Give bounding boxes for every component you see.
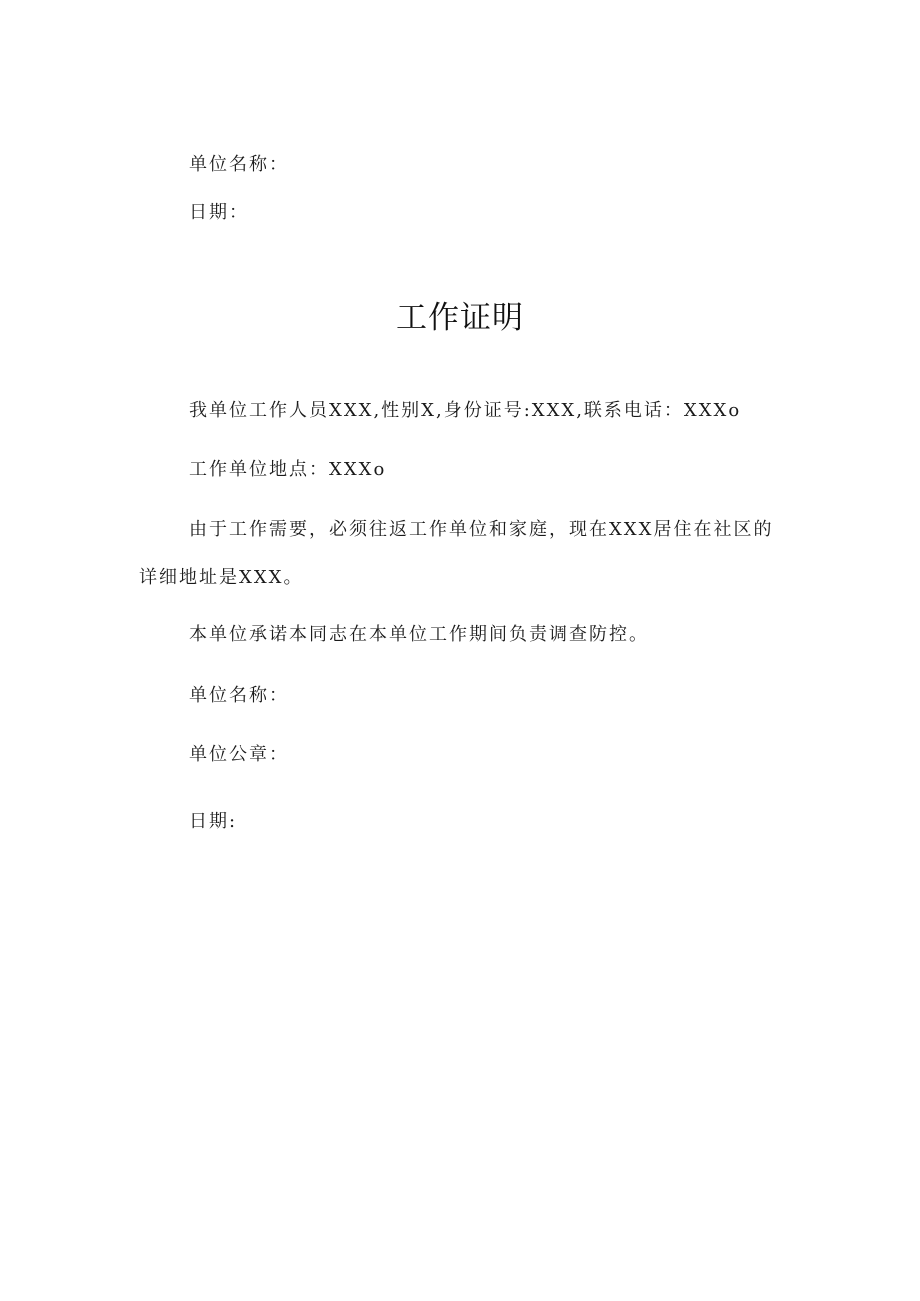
paragraph-work-location: 工作单位地点：XXXo	[189, 459, 387, 480]
document-title: 工作证明	[396, 300, 524, 336]
header-unit-name-label: 单位名称：	[189, 154, 289, 175]
footer-date-label: 日期:	[189, 811, 238, 832]
header-date-label: 日期：	[189, 202, 249, 223]
footer-seal-label: 单位公章：	[189, 744, 289, 765]
paragraph-employee-info: 我单位工作人员XXX,性别X,身份证号:XXX,联系电话：XXXo	[189, 400, 742, 421]
paragraph-commute-reason-continued: 详细地址是XXX。	[139, 567, 304, 588]
paragraph-commute-reason: 由于工作需要，必须往返工作单位和家庭，现在XXX居住在社区的	[189, 519, 774, 540]
paragraph-commitment: 本单位承诺本同志在本单位工作期间负责调查防控。	[189, 624, 649, 645]
footer-unit-name-label: 单位名称：	[189, 685, 289, 706]
